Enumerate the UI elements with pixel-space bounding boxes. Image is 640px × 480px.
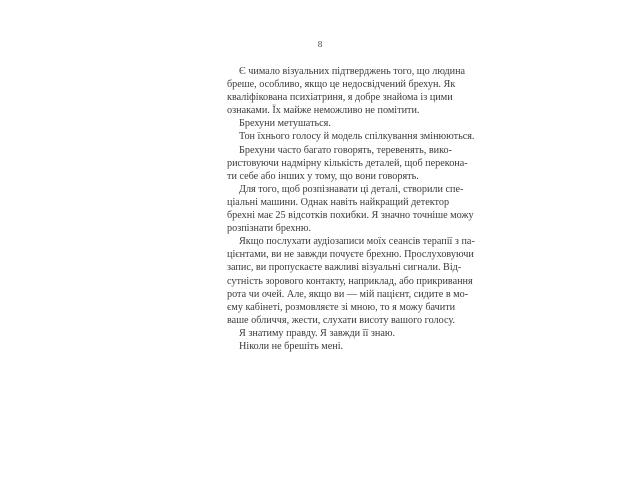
- text-line: кваліфікована психіатриня, я добре знайома із цими: [227, 92, 453, 104]
- paragraph-4: [215, 144, 468, 183]
- text-line: запис, ви пропускаєте важливі візуальні сигнали. Від-: [227, 262, 462, 274]
- text-line: ти себе або інших у тому, що вони говорять.: [227, 170, 419, 182]
- text-line: рота чи очей. Але, якщо ви — мій пацієнт, сидите в мо-: [227, 288, 469, 300]
- page-number: 8: [317, 40, 323, 49]
- text-line: Для того, щоб розпізнавати ці деталі, створили спе-: [239, 183, 464, 195]
- text-line: брехні має 25 відсотків похибки. Я значно точніше можу: [227, 210, 474, 222]
- paragraph-1: [215, 65, 466, 117]
- text-line: Є чимало візуальних підтверджень того, що людина: [239, 66, 466, 77]
- text-line: Брехуни метушаться.: [239, 118, 331, 130]
- text-line: сутність зорового контакту, наприклад, або прикривання: [227, 275, 473, 287]
- paragraph-2: [215, 117, 436, 130]
- paragraph-3: [215, 130, 475, 143]
- text-line: Тон їхнього голосу й модель спілкування змінюються.: [239, 131, 475, 143]
- paragraph-7: [215, 327, 436, 340]
- text-line: Якщо послухати аудіозаписи моїх сеансів терапії з па-: [239, 236, 475, 248]
- paragraph-8: [215, 340, 436, 353]
- text-line: єму кабінеті, розмовляєте зі мною, то я можу бачити: [227, 301, 456, 313]
- body-text: [215, 65, 475, 353]
- text-line: ристовуючи надмірну кількість деталей, щоб перекона-: [227, 157, 468, 169]
- text-line: розпізнати брехню.: [227, 223, 312, 235]
- text-line: Я знатиму правду. Я завжди її знаю.: [239, 327, 396, 339]
- text-line: бреше, особливо, якщо це недосвідчений брехун. Як: [227, 79, 456, 91]
- text-line: Ніколи не брешіть мені.: [239, 340, 344, 352]
- text-line: ваше обличчя, жести, слухати висоту вашого голосу.: [227, 314, 455, 326]
- text-line: ознаками. Їх майже неможливо не помітити.: [227, 105, 420, 117]
- paragraph-6: [215, 235, 475, 327]
- text-line: Брехуни часто багато говорять, теревенять, вико-: [239, 144, 452, 156]
- text-line: цієнтами, ви не завжди почуєте брехню. Прослуховуючи: [227, 249, 474, 261]
- paragraph-5: [215, 183, 474, 235]
- text-line: ціальні машини. Однак навіть найкращий детектор: [227, 196, 450, 208]
